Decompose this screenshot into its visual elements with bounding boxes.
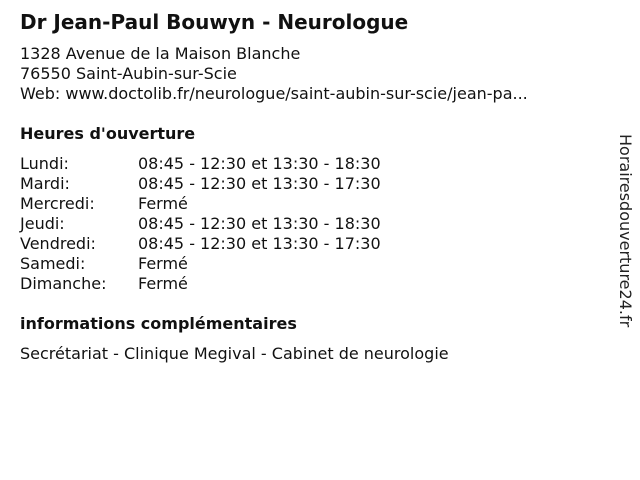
info-text: Secrétariat - Clinique Megival - Cabinet de neurologie [20,344,449,363]
day-label: Dimanche: [20,274,107,293]
time-value: Fermé [138,274,188,293]
page-title: Dr Jean-Paul Bouwyn - Neurologue [20,10,409,34]
address-city: 76550 Saint-Aubin-sur-Scie [20,64,237,83]
day-label: Jeudi: [20,214,65,233]
time-value: 08:45 - 12:30 et 13:30 - 17:30 [138,234,381,253]
time-value: 08:45 - 12:30 et 13:30 - 17:30 [138,174,381,193]
day-label: Mardi: [20,174,70,193]
day-label: Samedi: [20,254,86,273]
hours-heading: Heures d'ouverture [20,124,196,143]
time-value: Fermé [138,254,188,273]
day-label: Mercredi: [20,194,95,213]
site-watermark: Horairesdouverture24.fr [616,134,635,328]
day-label: Vendredi: [20,234,96,253]
address-web[interactable]: Web: www.doctolib.fr/neurologue/saint-aubin-sur-scie/jean-pa... [20,84,528,103]
address-street: 1328 Avenue de la Maison Blanche [20,44,301,63]
info-heading: informations complémentaires [20,314,297,333]
time-value: Fermé [138,194,188,213]
day-label: Lundi: [20,154,69,173]
address-block [20,44,528,104]
time-value: 08:45 - 12:30 et 13:30 - 18:30 [138,214,381,233]
time-value: 08:45 - 12:30 et 13:30 - 18:30 [138,154,381,173]
